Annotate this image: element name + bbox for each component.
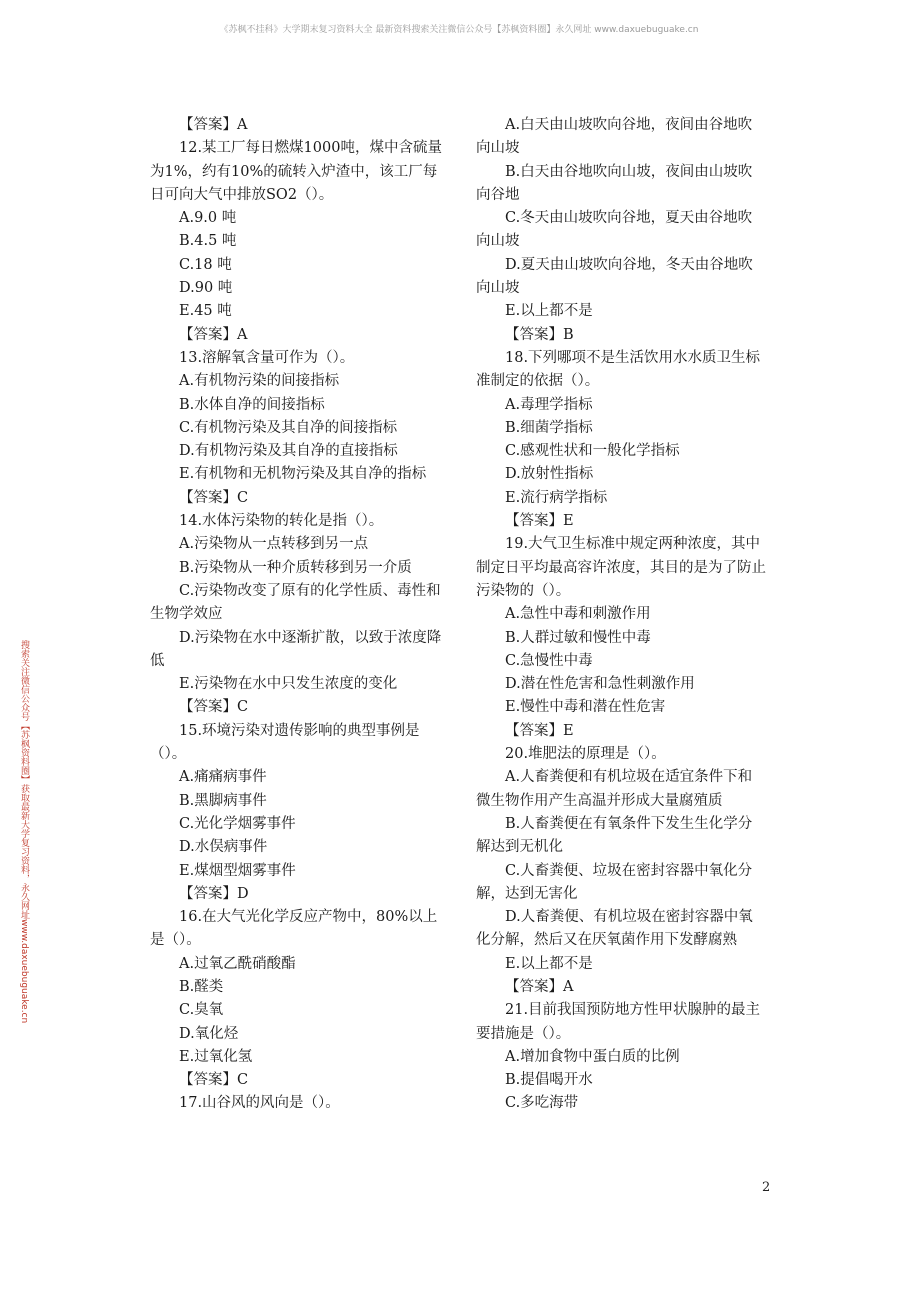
paragraph: E.过氧化氢 xyxy=(179,1048,253,1065)
paragraph: A.急性中毒和刺激作用 xyxy=(505,606,651,623)
paragraph: D.氧化烃 xyxy=(179,1025,239,1042)
paragraph: A.毒理学指标 xyxy=(505,396,593,413)
paragraph: A.人畜粪便和有机垃圾在适宜条件下和微生物作用产生高温并形成大量腐殖质 xyxy=(476,769,753,809)
paragraph: 【答案】D xyxy=(179,885,249,902)
paragraph: A.污染物从一点转移到另一点 xyxy=(179,536,369,553)
paragraph: D.污染物在水中逐渐扩散，以致于浓度降低 xyxy=(150,629,442,669)
paragraph: C.冬天由山坡吹向谷地，夏天由谷地吹向山坡 xyxy=(476,210,753,250)
paragraph: 【答案】E xyxy=(505,513,574,530)
paragraph: B.细菌学指标 xyxy=(505,419,593,436)
paragraph: B.4.5 吨 xyxy=(179,233,237,250)
paragraph: D.水俣病事件 xyxy=(179,839,268,856)
paragraph: E.污染物在水中只发生浓度的变化 xyxy=(179,676,398,693)
paragraph: B.白天由谷地吹向山坡，夜间由山坡吹向谷地 xyxy=(476,163,753,203)
paragraph: C.急慢性中毒 xyxy=(505,652,593,669)
left-column xyxy=(150,114,446,1116)
page-header-watermark: 《苏枫不挂科》大学期末复习资料大全 最新资料搜索关注微信公众号【苏枫资料圈】永久网址 www.daxuebuguake.cn xyxy=(219,25,699,35)
paragraph: 20.堆肥法的原理是（）。 xyxy=(505,746,666,763)
paragraph: B.污染物从一种介质转移到另一介质 xyxy=(179,559,412,576)
paragraph: C.污染物改变了原有的化学性质、毒性和生物学效应 xyxy=(150,582,441,623)
paragraph: 13.溶解氧含量可作为（）。 xyxy=(179,349,355,366)
paragraph: C.18 吨 xyxy=(179,256,232,273)
paragraph: B.水体自净的间接指标 xyxy=(179,396,325,413)
paragraph: C.臭氧 xyxy=(179,1002,224,1019)
paragraph: 21.目前我国预防地方性甲状腺肿的最主要措施是（）。 xyxy=(476,1002,761,1042)
paragraph: B.提倡喝开水 xyxy=(505,1072,593,1089)
paragraph: A.有机物污染的间接指标 xyxy=(179,373,340,390)
paragraph: A.增加食物中蛋白质的比例 xyxy=(505,1048,680,1065)
paragraph: E.以上都不是 xyxy=(505,955,593,972)
paragraph: 【答案】E xyxy=(505,722,574,739)
paragraph: D.夏天由山坡吹向谷地，冬天由谷地吹向山坡 xyxy=(476,256,753,297)
paragraph: C.光化学烟雾事件 xyxy=(179,815,296,832)
paragraph: A.过氧乙酰硝酸酯 xyxy=(179,955,296,972)
paragraph: E.以上都不是 xyxy=(505,303,593,320)
paragraph: 【答案】A xyxy=(505,978,574,995)
paragraph: E.流行病学指标 xyxy=(505,489,608,506)
paragraph: B.人畜粪便在有氧条件下发生生化学分解达到无机化 xyxy=(476,815,753,856)
page-number: 2 xyxy=(762,1180,771,1195)
paragraph: A.痛痛病事件 xyxy=(179,769,267,786)
paragraph: 19.大气卫生标准中规定两种浓度，其中制定日平均最高容许浓度，其目的是为了防止污染物的（）。 xyxy=(476,536,766,599)
paragraph: 16.在大气光化学反应产物中，80%以上是（）。 xyxy=(150,909,438,949)
paragraph: 18.下列哪项不是生活饮用水水质卫生标准制定的依据（）。 xyxy=(476,349,761,390)
paragraph: D.人畜粪便、有机垃圾在密封容器中氧化分解，然后又在厌氧菌作用下发酵腐熟 xyxy=(476,909,753,949)
paragraph: D.有机物污染及其自净的直接指标 xyxy=(179,443,398,460)
side-watermark: 搜索关注微信公众号【苏枫资料圈】获取最新大学复习资料，永久网址www.daxuebuguake.cn xyxy=(19,640,29,1024)
paragraph: A.9.0 吨 xyxy=(179,210,237,227)
paragraph: 【答案】A xyxy=(179,326,248,343)
paragraph: C.多吃海带 xyxy=(505,1095,579,1112)
paragraph: D.潜在性危害和急性刺激作用 xyxy=(505,676,695,693)
paragraph: 【答案】C xyxy=(179,699,249,716)
right-column xyxy=(476,114,766,1116)
paragraph: 【答案】B xyxy=(505,326,574,343)
paragraph: E.慢性中毒和潜在性危害 xyxy=(505,699,666,716)
paragraph: 【答案】C xyxy=(179,1072,249,1089)
paragraph: 12.某工厂每日燃煤1000吨，煤中含硫量为1%，约有10%的硫转入炉渣中，该工厂每日可向大气中排放SO2（）。 xyxy=(150,140,442,203)
paragraph: E.有机物和无机物污染及其自净的指标 xyxy=(179,466,427,483)
paragraph: 【答案】A xyxy=(179,117,248,133)
paragraph: 14.水体污染物的转化是指（）。 xyxy=(179,513,384,530)
paragraph: C.人畜粪便、垃圾在密封容器中氧化分解，达到无害化 xyxy=(476,862,753,902)
paragraph: D.90 吨 xyxy=(179,280,233,297)
paragraph: B.醛类 xyxy=(179,978,224,995)
paragraph: 15.环境污染对遗传影响的典型事例是（）。 xyxy=(150,722,420,763)
paragraph: B.人群过敏和慢性中毒 xyxy=(505,629,651,646)
paragraph: E.煤烟型烟雾事件 xyxy=(179,862,296,879)
paragraph: C.感观性状和一般化学指标 xyxy=(505,443,680,460)
paragraph: 【答案】C xyxy=(179,489,249,506)
paragraph: D.放射性指标 xyxy=(505,466,594,483)
paragraph: B.黑脚病事件 xyxy=(179,792,267,809)
paragraph: E.45 吨 xyxy=(179,303,232,320)
paragraph: 17.山谷风的风向是（）。 xyxy=(179,1095,340,1112)
paragraph: A.白天由山坡吹向谷地，夜间由谷地吹向山坡 xyxy=(476,117,753,157)
paragraph: C.有机物污染及其自净的间接指标 xyxy=(179,419,398,436)
